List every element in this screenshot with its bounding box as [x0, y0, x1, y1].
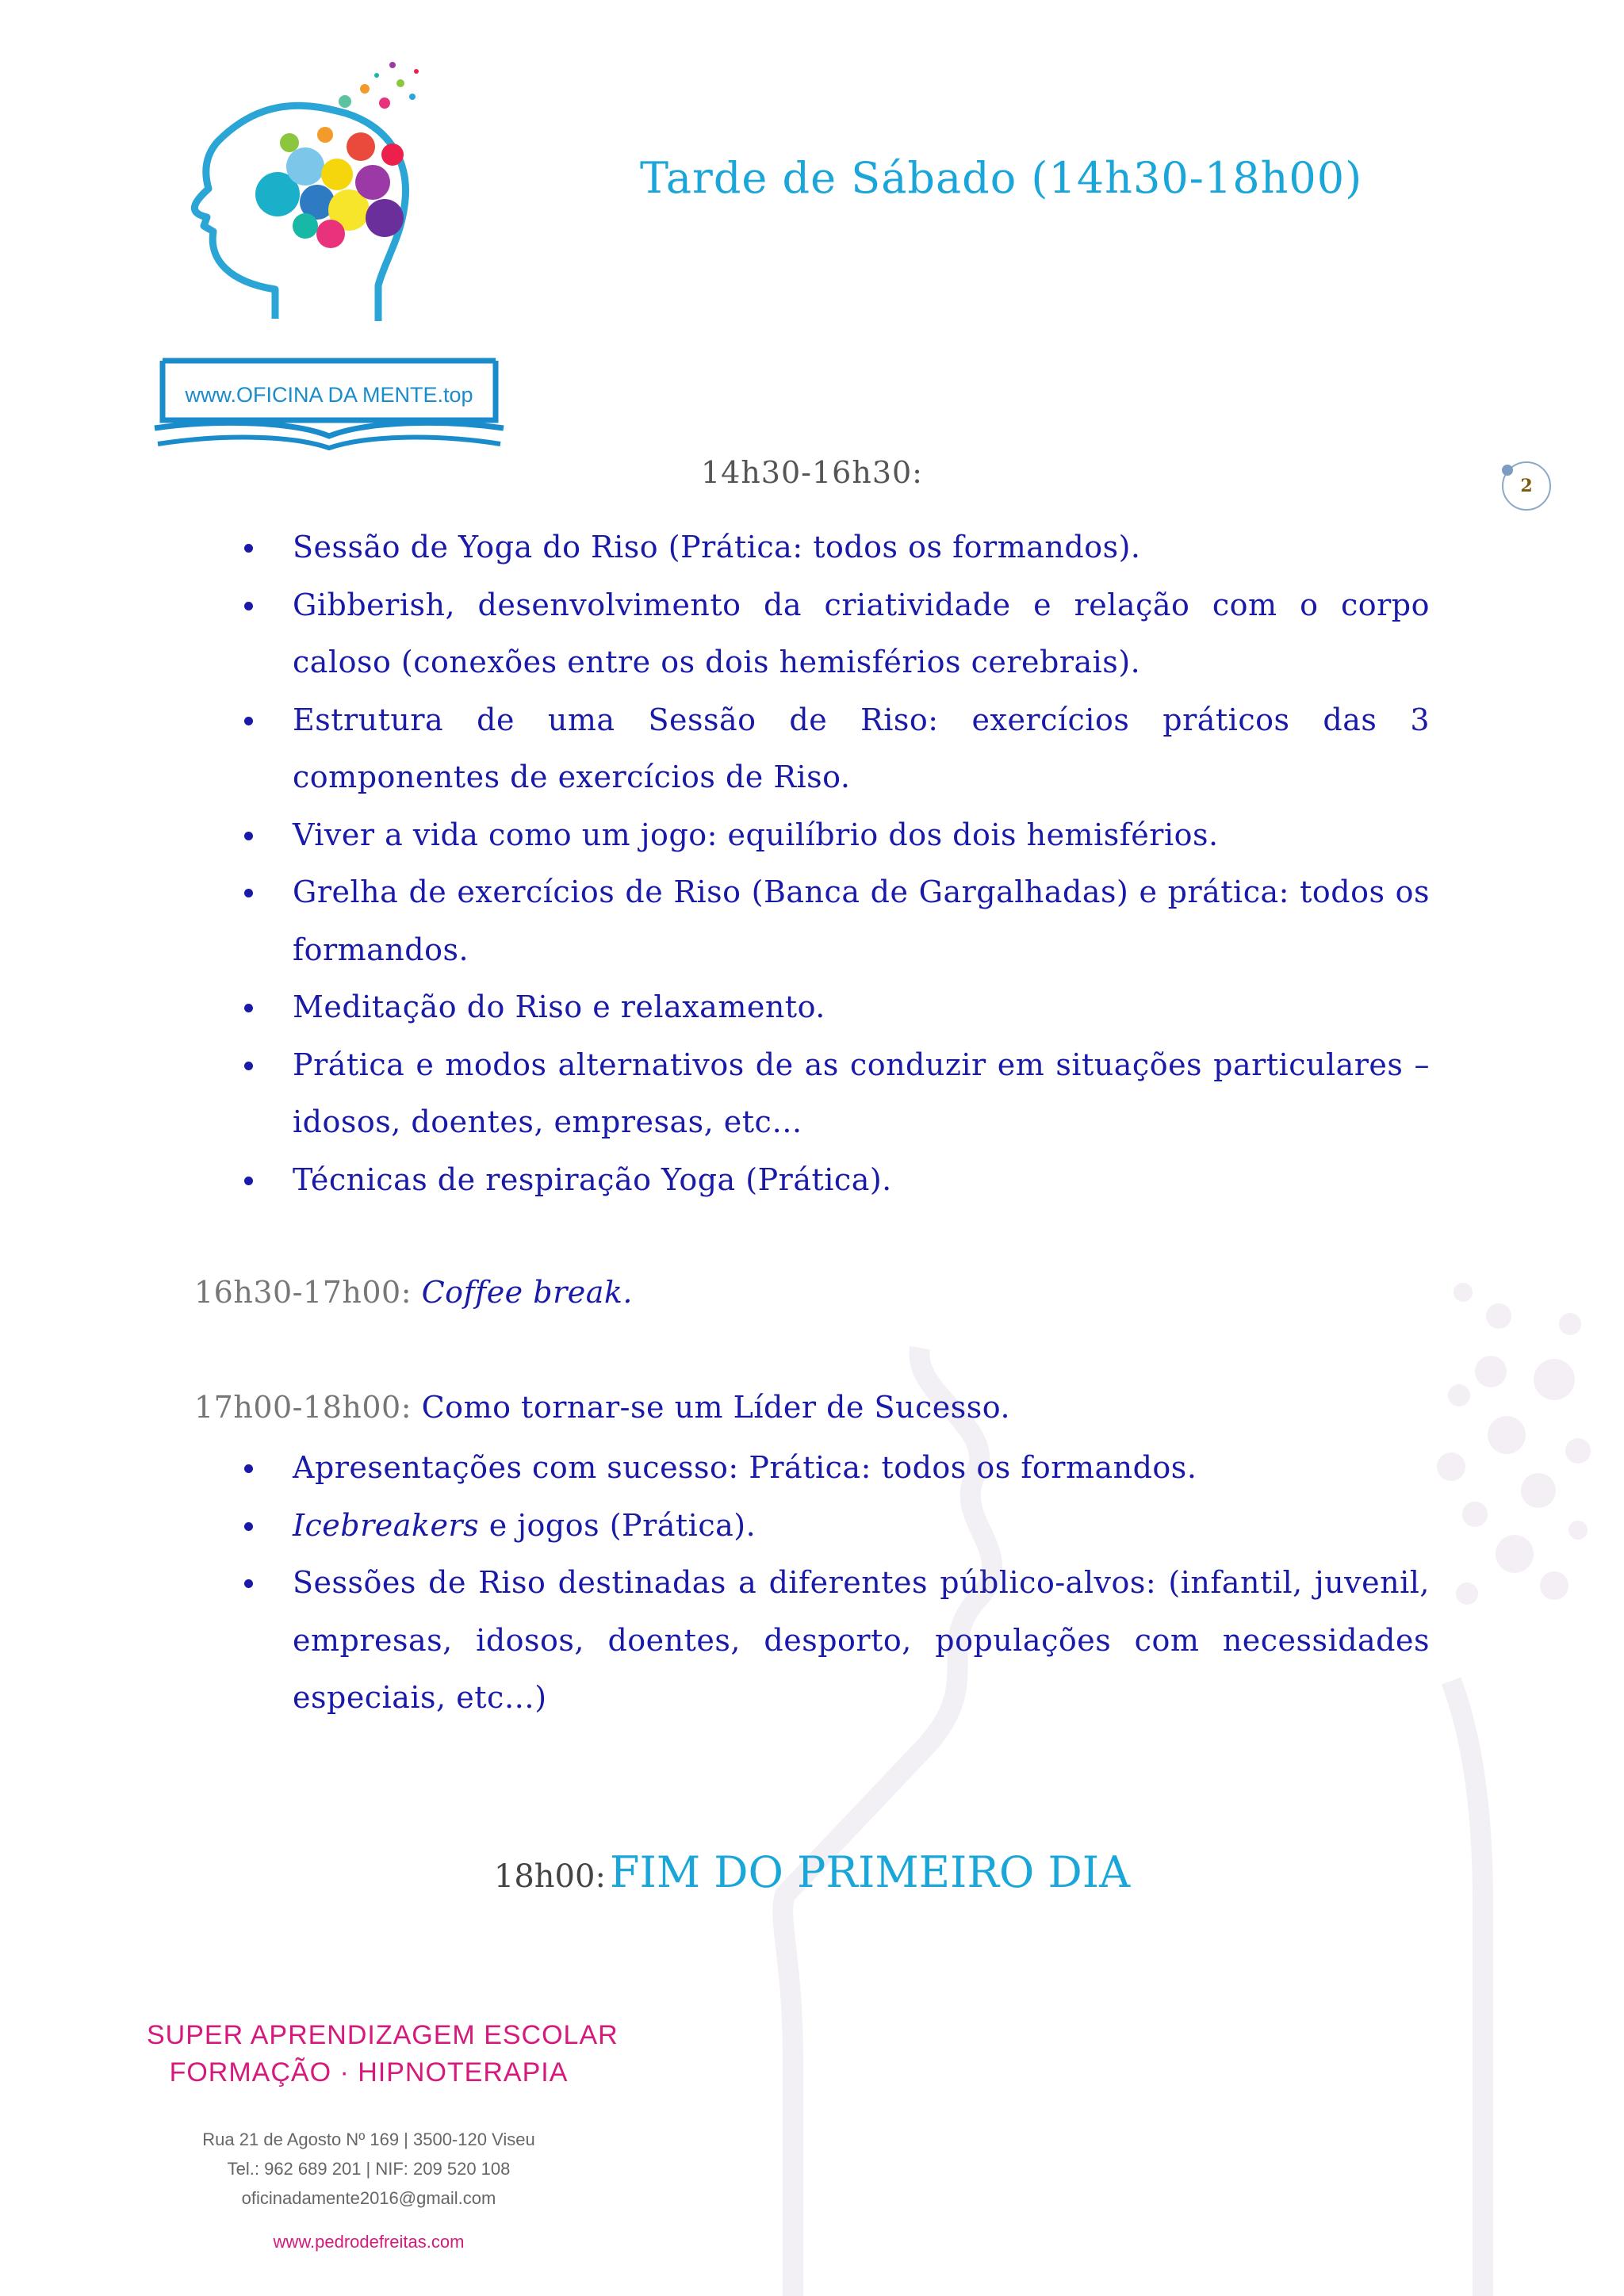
footer-website-link[interactable]: www.pedrodefreitas.com	[273, 2232, 465, 2252]
list-item: Sessões de Riso destinadas a diferentes público-alvos: (infantil, juvenil, empresas, idosos, doentes, desporto, populações com necessidades especiais, etc…)	[238, 1554, 1430, 1727]
svg-text:www.OFICINA DA MENTE.top: www.OFICINA DA MENTE.top	[185, 383, 473, 407]
list-item: Viver a vida como um jogo: equilíbrio dos dois hemisférios.	[238, 806, 1430, 864]
footer-contact	[147, 2125, 591, 2256]
icebreakers-text: Icebreakers	[293, 1507, 480, 1543]
oficina-da-mente-logo	[147, 48, 519, 452]
brain-head-logo-icon	[147, 48, 519, 452]
footer-brand	[147, 2020, 619, 2088]
session2-time: 17h00-18h00:	[194, 1390, 412, 1425]
session2-list	[238, 1439, 1430, 1727]
list-item: Grelha de exercícios de Riso (Banca de Gargalhadas) e prática: todos os formandos.	[238, 863, 1430, 978]
end-text: FIM DO PRIMEIRO DIA	[610, 1847, 1131, 1897]
list-item	[238, 1497, 1430, 1555]
end-of-day-line	[0, 1847, 1624, 1897]
list-item: Estrutura de uma Sessão de Riso: exercícios práticos das 3 componentes de exercícios de Riso.	[238, 691, 1430, 806]
list-item: Técnicas de respiração Yoga (Prática).	[238, 1151, 1430, 1209]
coffee-break-line	[194, 1275, 633, 1310]
page-number-label: 2	[1520, 476, 1533, 496]
session2-title: Como tornar-se um Líder de Sucesso.	[421, 1390, 1011, 1425]
icebreakers-rest: e jogos (Prática).	[479, 1507, 756, 1543]
list-item: Sessão de Yoga do Riso (Prática: todos os formandos).	[238, 519, 1430, 576]
session2-heading	[194, 1390, 1010, 1425]
coffee-break-text: Coffee break.	[421, 1275, 633, 1310]
footer-phone: Tel.: 962 689 201 | NIF: 209 520 108	[227, 2159, 511, 2179]
session1-list	[238, 519, 1430, 1208]
end-time: 18h00:	[493, 1858, 606, 1895]
page-title: Tarde de Sábado (14h30-18h00)	[640, 153, 1363, 203]
list-item: Prática e modos alternativos de as conduzir em situações particulares – idosos, doentes, empresas, etc…	[238, 1036, 1430, 1151]
list-item: Meditação do Riso e relaxamento.	[238, 978, 1430, 1036]
footer-email: oficinadamente2016@gmail.com	[241, 2188, 496, 2208]
list-item: Gibberish, desenvolvimento da criatividade e relação com o corpo caloso (conexões entre os dois hemisférios cerebrais).	[238, 576, 1430, 691]
footer-brand-line2: FORMAÇÃO · HIPNOTERAPIA	[169, 2057, 569, 2087]
session1-time: 14h30-16h30:	[700, 455, 923, 490]
footer-brand-line1: SUPER APRENDIZAGEM ESCOLAR	[147, 2020, 619, 2050]
coffee-break-time: 16h30-17h00:	[194, 1275, 412, 1310]
list-item: Apresentações com sucesso: Prática: todos os formandos.	[238, 1439, 1430, 1497]
footer-address: Rua 21 de Agosto Nº 169 | 3500-120 Viseu	[202, 2130, 535, 2149]
